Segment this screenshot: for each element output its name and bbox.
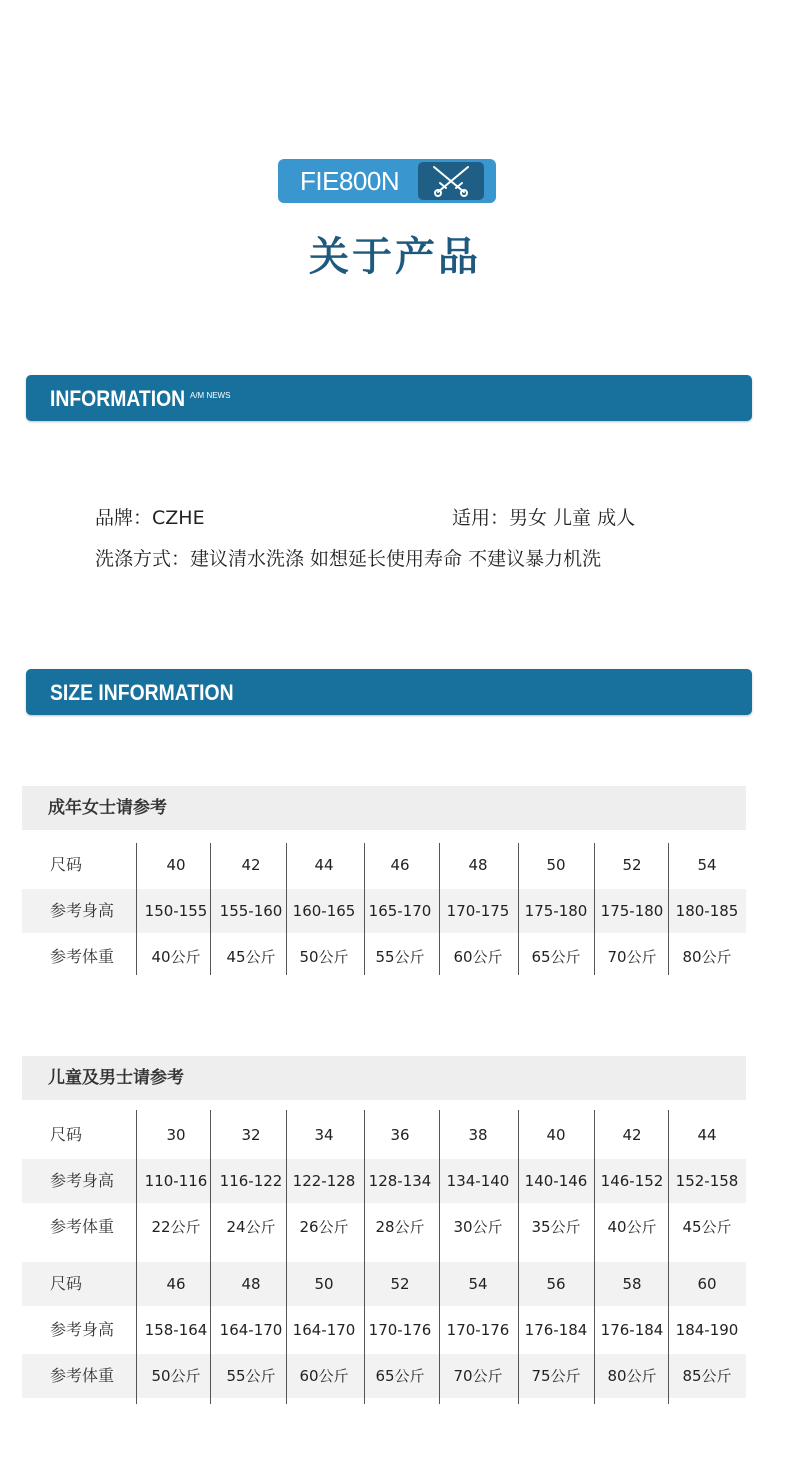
table-cell: 140-146 — [524, 1172, 588, 1190]
table-row — [22, 1159, 746, 1203]
table-cell: 40 — [546, 1126, 566, 1144]
column-divider — [364, 1110, 365, 1404]
table-cell: 50公斤 — [151, 1367, 201, 1385]
table-row — [22, 1308, 746, 1352]
table-cell: 180-185 — [675, 902, 739, 920]
column-divider — [668, 843, 669, 975]
table-cell: 36 — [390, 1126, 410, 1144]
table-cell: 45公斤 — [682, 1218, 732, 1236]
table-cell: 85公斤 — [682, 1367, 732, 1385]
table-cell: 60公斤 — [299, 1367, 349, 1385]
table-cell: 176-184 — [524, 1321, 588, 1339]
column-divider — [210, 1110, 211, 1404]
column-divider — [136, 1110, 137, 1404]
size-information-bar — [26, 669, 752, 715]
table-cell: 170-175 — [446, 902, 510, 920]
table-row — [22, 1205, 746, 1249]
table-cell: 38 — [468, 1126, 488, 1144]
brand-text: 品牌：CZHE — [95, 507, 205, 529]
page-title: 关于产品 — [309, 234, 481, 280]
table-cell: 165-170 — [368, 902, 432, 920]
crossed-swords-icon — [418, 162, 484, 200]
column-divider — [518, 1110, 519, 1404]
table-row — [22, 889, 746, 933]
table-cell: 42 — [241, 856, 261, 874]
column-divider — [439, 843, 440, 975]
information-subtitle: A/M NEWS — [190, 391, 231, 400]
model-badge — [278, 159, 496, 203]
table-cell: 54 — [468, 1275, 488, 1293]
table-cell: 58 — [622, 1275, 642, 1293]
table-cell: 30公斤 — [453, 1218, 503, 1236]
table-cell: 65公斤 — [375, 1367, 425, 1385]
information-bar — [26, 375, 752, 421]
table-cell: 54 — [697, 856, 717, 874]
table-cell: 70公斤 — [607, 948, 657, 966]
table-cell: 164-170 — [292, 1321, 356, 1339]
column-divider — [286, 843, 287, 975]
size-table-header — [22, 1056, 746, 1100]
table-cell: 42 — [622, 1126, 642, 1144]
table-cell: 24公斤 — [226, 1218, 276, 1236]
table-cell: 146-152 — [600, 1172, 664, 1190]
row-label: 尺码 — [50, 1125, 83, 1144]
row-label: 尺码 — [50, 855, 83, 874]
table-cell: 158-164 — [144, 1321, 208, 1339]
row-label: 参考体重 — [50, 1217, 115, 1236]
table-cell: 40公斤 — [151, 948, 201, 966]
table-cell: 46 — [390, 856, 410, 874]
table-cell: 128-134 — [368, 1172, 432, 1190]
table-cell: 56 — [546, 1275, 566, 1293]
table-cell: 32 — [241, 1126, 261, 1144]
table-row — [22, 1354, 746, 1398]
table-cell: 75公斤 — [531, 1367, 581, 1385]
table-cell: 184-190 — [675, 1321, 739, 1339]
table-cell: 44 — [314, 856, 334, 874]
column-divider — [364, 843, 365, 975]
table-cell: 50 — [546, 856, 566, 874]
column-divider — [518, 843, 519, 975]
table-cell: 48 — [468, 856, 488, 874]
table-cell: 40公斤 — [607, 1218, 657, 1236]
table-cell: 110-116 — [144, 1172, 208, 1190]
column-divider — [594, 843, 595, 975]
table-cell: 176-184 — [600, 1321, 664, 1339]
table-cell: 30 — [166, 1126, 186, 1144]
table-row — [22, 843, 746, 887]
row-label: 参考体重 — [50, 947, 115, 966]
size-table-title: 成年女士请参考 — [48, 798, 167, 818]
size-table-header — [22, 786, 746, 830]
table-cell: 26公斤 — [299, 1218, 349, 1236]
table-cell: 55公斤 — [375, 948, 425, 966]
table-cell: 175-180 — [600, 902, 664, 920]
table-cell: 34 — [314, 1126, 334, 1144]
table-cell: 170-176 — [446, 1321, 510, 1339]
table-row — [22, 1262, 746, 1306]
table-cell: 45公斤 — [226, 948, 276, 966]
table-cell: 65公斤 — [531, 948, 581, 966]
model-name: FIE800N — [300, 166, 400, 196]
table-row — [22, 935, 746, 979]
column-divider — [668, 1110, 669, 1404]
table-row — [22, 1113, 746, 1157]
table-cell: 175-180 — [524, 902, 588, 920]
column-divider — [439, 1110, 440, 1404]
column-divider — [286, 1110, 287, 1404]
row-label: 尺码 — [50, 1274, 83, 1293]
column-divider — [136, 843, 137, 975]
table-cell: 170-176 — [368, 1321, 432, 1339]
table-cell: 60 — [697, 1275, 717, 1293]
table-cell: 60公斤 — [453, 948, 503, 966]
washing-text: 洗涤方式：建议清水洗涤 如想延长使用寿命 不建议暴力机洗 — [95, 548, 602, 570]
table-cell: 44 — [697, 1126, 717, 1144]
table-cell: 28公斤 — [375, 1218, 425, 1236]
column-divider — [594, 1110, 595, 1404]
table-cell: 22公斤 — [151, 1218, 201, 1236]
table-cell: 35公斤 — [531, 1218, 581, 1236]
table-cell: 80公斤 — [607, 1367, 657, 1385]
row-label: 参考身高 — [50, 1171, 115, 1190]
table-cell: 50 — [314, 1275, 334, 1293]
row-label: 参考身高 — [50, 1320, 115, 1339]
table-cell: 50公斤 — [299, 948, 349, 966]
size-information-title: SIZE INFORMATION — [50, 680, 234, 705]
information-title: INFORMATION — [50, 386, 186, 411]
suitable-text: 适用：男女 儿童 成人 — [452, 507, 636, 529]
table-cell: 55公斤 — [226, 1367, 276, 1385]
table-cell: 70公斤 — [453, 1367, 503, 1385]
table-cell: 48 — [241, 1275, 261, 1293]
table-cell: 40 — [166, 856, 186, 874]
table-cell: 150-155 — [144, 902, 208, 920]
table-cell: 80公斤 — [682, 948, 732, 966]
table-cell: 52 — [390, 1275, 410, 1293]
table-cell: 116-122 — [219, 1172, 283, 1190]
table-cell: 155-160 — [219, 902, 283, 920]
table-cell: 134-140 — [446, 1172, 510, 1190]
column-divider — [210, 843, 211, 975]
row-label: 参考体重 — [50, 1366, 115, 1385]
table-cell: 52 — [622, 856, 642, 874]
table-cell: 160-165 — [292, 902, 356, 920]
table-cell: 46 — [166, 1275, 186, 1293]
size-table-title: 儿童及男士请参考 — [48, 1068, 184, 1088]
table-cell: 164-170 — [219, 1321, 283, 1339]
table-cell: 152-158 — [675, 1172, 739, 1190]
row-label: 参考身高 — [50, 901, 115, 920]
table-cell: 122-128 — [292, 1172, 356, 1190]
